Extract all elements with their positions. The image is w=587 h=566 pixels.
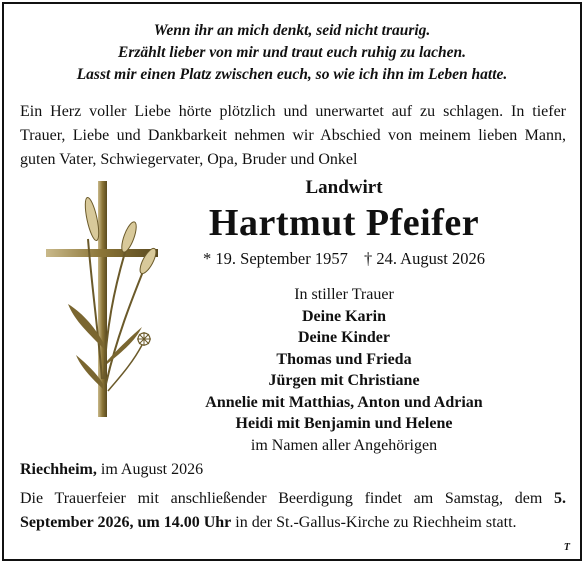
death-date: † 24. August 2026 [363, 249, 485, 268]
mourner-name: Heidi mit Benjamin und Helene [235, 415, 453, 432]
poem-line-2: Erzählt lieber von mir und traut euch ruhig zu lachen. [118, 44, 466, 61]
place: Riechheim, [20, 461, 97, 478]
place-date [20, 461, 203, 479]
poem [4, 20, 580, 86]
birth-date: * 19. September 1957 [203, 249, 348, 268]
mourner-name: Thomas und Frieda [276, 350, 412, 368]
intro-text: Ein Herz voller Liebe hörte plötzlich und unerwartet auf zu schlagen. In tiefer Trauer, Liebe und Dankbarkeit nehmen wir Abschied von meinem lieben Mann, guten Vater, Schwiegervater, Opa, Bruder und Onkel [20, 103, 566, 168]
cross-with-wheat-icon [44, 179, 164, 421]
mourner-name: Deine Kinder [298, 329, 390, 346]
service-info [20, 487, 566, 535]
life-dates [154, 249, 534, 269]
poem-line-3: Lasst mir einen Platz zwischen euch, so wie ich ihn im Leben hatte. [76, 66, 508, 83]
obituary-frame [2, 2, 582, 561]
service-text-1: Die Trauerfeier mit anschließender Beerdigung findet am Samstag, dem [20, 490, 554, 507]
mourner-name: Jürgen mit Christiane [268, 372, 420, 389]
mourners-intro: In stiller Trauer [294, 286, 394, 303]
poem-line-1: Wenn ihr an mich denkt, seid nicht traurig. [153, 22, 431, 39]
service-datetime: 5. September 2026, um 14.00 Uhr [20, 490, 566, 531]
service-text-2: in der St.-Gallus-Kirche zu Riechheim statt. [231, 514, 517, 531]
mourner-name: Annelie mit Matthias, Anton und Adrian [205, 393, 483, 411]
mourners-block [154, 284, 534, 456]
deceased-name: Hartmut Pfeifer [208, 202, 480, 244]
profession: Landwirt [305, 177, 383, 198]
date-text: im August 2026 [96, 461, 204, 478]
publisher-logo: T [563, 542, 570, 553]
mourner-name: Deine Karin [302, 307, 386, 325]
mourners-outro: im Namen aller Angehörigen [250, 436, 438, 454]
